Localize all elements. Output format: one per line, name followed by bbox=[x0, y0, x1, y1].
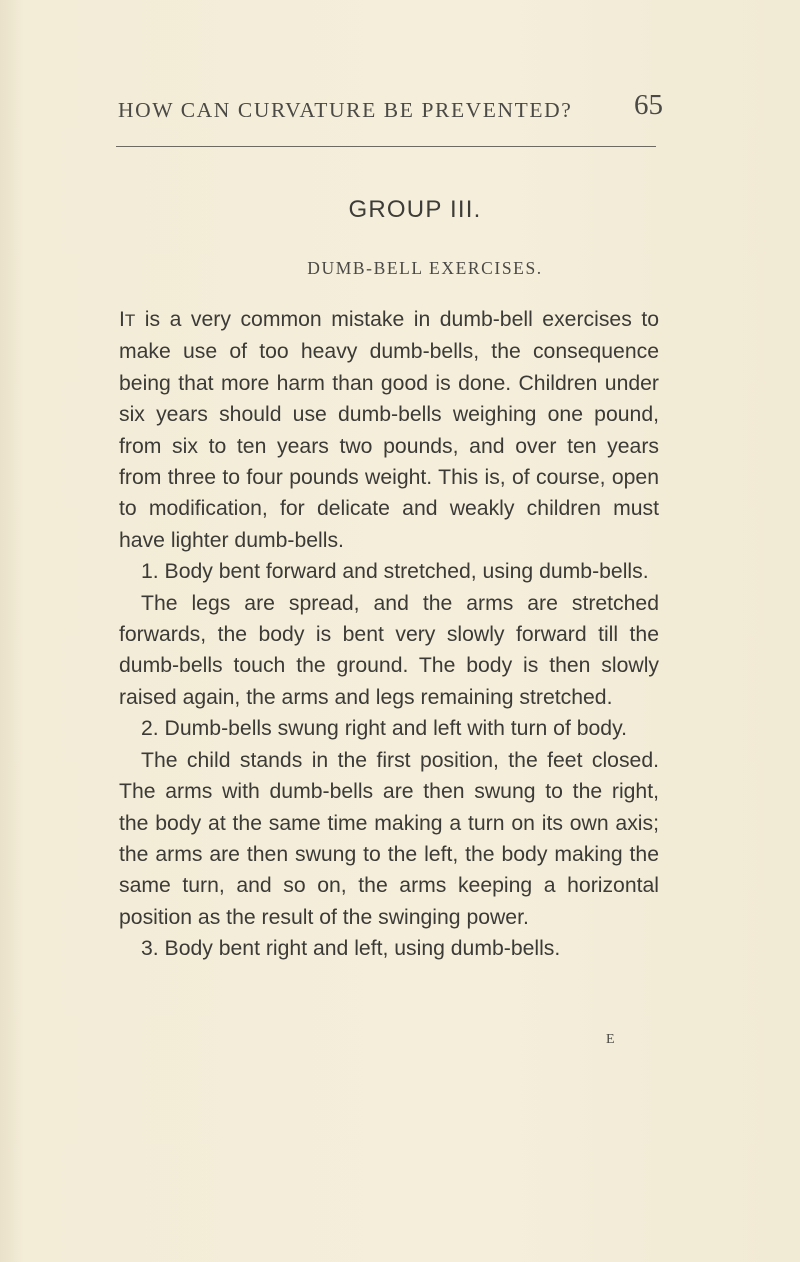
section-subtitle: DUMB-BELL EXERCISES. bbox=[307, 258, 543, 278]
group-heading: GROUP III. bbox=[348, 196, 482, 223]
exercise-1-heading: 1. Body bent forward and stretched, using dumb-bells. bbox=[141, 560, 649, 584]
header-rule bbox=[116, 146, 656, 147]
signature-mark: E bbox=[606, 1032, 616, 1047]
intro-small-caps: T bbox=[124, 311, 136, 330]
running-title: HOW CAN CURVATURE BE PREVENTED? bbox=[118, 98, 573, 122]
exercise-1-description: The legs are spread, and the arms are stretched forwards, the body is bent very slowly forward till the dumb-bells touch the ground. The body is then slowly raised again, the arms and legs remaining stretched. bbox=[119, 591, 659, 709]
intro-paragraph bbox=[119, 304, 659, 556]
exercise-3-heading: 3. Body bent right and left, using dumb-bells. bbox=[141, 937, 561, 961]
running-head bbox=[118, 70, 663, 130]
intro-text: is a very common mistake in dumb-bell exercises to make use of too heavy dumb-bells, the consequence being that more harm than good is done. Children under six years should use dumb-bells weighing one pound, from six to ten years two pounds, and over ten years from three to four pounds weight. This is, of course, open to modification, for delicate and weakly children must have lighter dumb-bells. bbox=[119, 308, 659, 552]
exercise-2-description: The child stands in the first position, the feet closed. The arms with dumb-bells are then swung to the right, the body at the same time making a turn on its own axis; the arms are then swung to the left, the body making the same turn, and so on, the arms keeping a horizontal position as the result of the swinging power. bbox=[119, 748, 659, 929]
exercise-2-heading: 2. Dumb-bells swung right and left with turn of body. bbox=[141, 717, 627, 741]
intro-initial-letter: I bbox=[119, 308, 125, 331]
body-text bbox=[119, 304, 659, 965]
page-number: 65 bbox=[634, 89, 663, 121]
